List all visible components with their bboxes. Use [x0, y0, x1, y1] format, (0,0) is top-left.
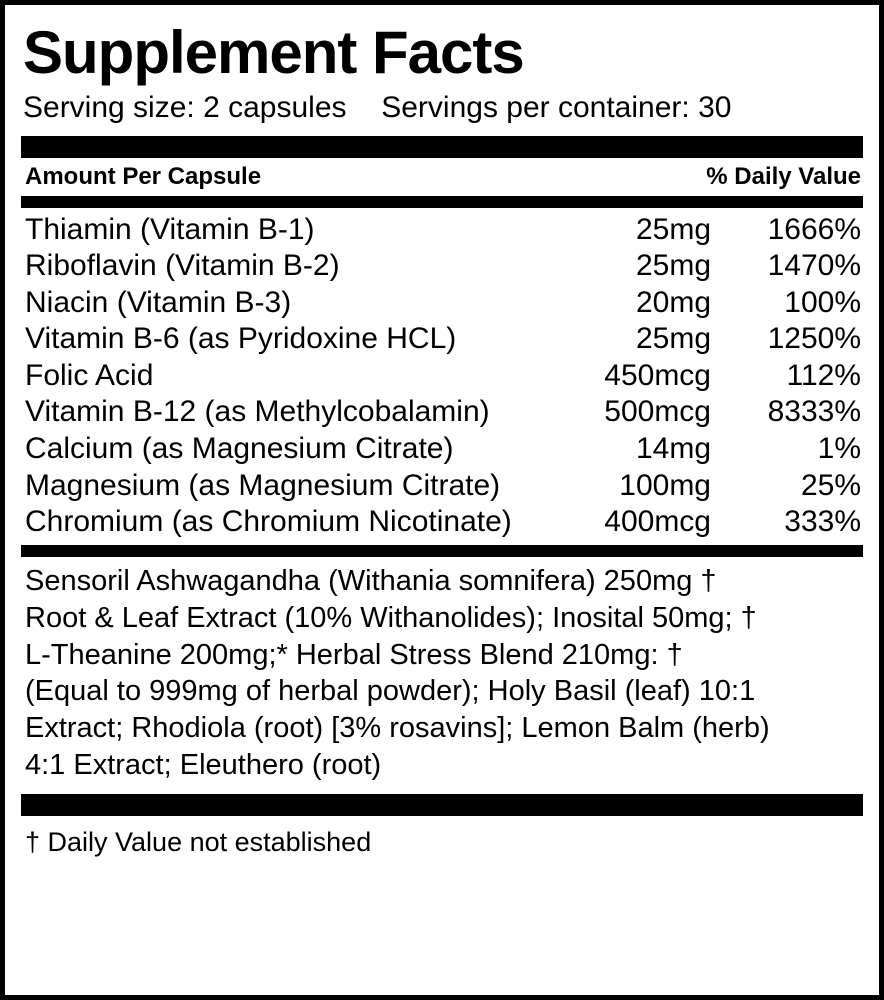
- nutrient-name: Riboflavin (Vitamin B-2): [25, 249, 340, 283]
- footnote-daily-value: † Daily Value not established: [25, 826, 372, 857]
- blend-line: L-Theanine 200mg;* Herbal Stress Blend 210mg: †: [25, 638, 683, 671]
- serving-size-value: 2 capsules: [203, 91, 347, 124]
- nutrient-amount: 20mg: [635, 285, 711, 319]
- table-row: [21, 321, 863, 358]
- table-row: [21, 248, 863, 285]
- nutrient-name: Folic Acid: [25, 358, 154, 392]
- serving-info: [23, 91, 863, 126]
- nutrient-daily-value: 112%: [786, 358, 861, 392]
- nutrient-amount: 450mcg: [604, 358, 711, 392]
- blend-line: Extract; Rhodiola (root) [3% rosavins]; Lemon Balm (herb): [25, 712, 770, 745]
- daily-value-header: % Daily Value: [706, 162, 861, 190]
- nutrient-daily-value: 25%: [800, 468, 861, 502]
- nutrient-daily-value: 1470%: [767, 249, 861, 283]
- nutrient-amount: 25mg: [635, 249, 711, 283]
- amount-per-capsule-header: Amount Per Capsule: [25, 162, 262, 190]
- nutrient-name: Thiamin (Vitamin B-1): [25, 212, 315, 246]
- nutrient-daily-value: 1666%: [767, 212, 861, 246]
- servings-per-container-label: Servings per container:: [381, 91, 690, 124]
- nutrient-list: [21, 208, 863, 545]
- proprietary-blend-text: [21, 557, 863, 792]
- nutrient-name: Magnesium (as Magnesium Citrate): [25, 468, 501, 502]
- nutrient-amount: 100mg: [619, 468, 711, 502]
- table-row: [21, 358, 863, 395]
- divider-medium-blend: [21, 545, 863, 557]
- nutrient-name: Vitamin B-12 (as Methylcobalamin): [25, 395, 490, 429]
- nutrient-amount: 25mg: [635, 212, 711, 246]
- nutrient-amount: 25mg: [635, 322, 711, 356]
- table-row: [21, 504, 863, 541]
- table-row: [21, 394, 863, 431]
- column-headers: [21, 158, 863, 196]
- servings-per-container-value: 30: [698, 91, 732, 124]
- nutrient-daily-value: 1%: [817, 432, 861, 466]
- bottom-spacer: [21, 858, 863, 985]
- table-row: [21, 468, 863, 505]
- divider-thick-top: [21, 136, 863, 158]
- divider-thick-footnote: [21, 794, 863, 816]
- serving-size-label: Serving size:: [23, 91, 195, 124]
- blend-line: 4:1 Extract; Eleuthero (root): [25, 748, 382, 781]
- nutrient-daily-value: 1250%: [767, 322, 861, 356]
- blend-line: (Equal to 999mg of herbal powder); Holy Basil (leaf) 10:1: [25, 675, 756, 708]
- table-row: [21, 431, 863, 468]
- page-title: Supplement Facts: [23, 19, 524, 86]
- nutrient-amount: 500mcg: [604, 395, 711, 429]
- nutrient-name: Calcium (as Magnesium Citrate): [25, 432, 454, 466]
- table-row: [21, 285, 863, 322]
- nutrient-amount: 14mg: [635, 432, 711, 466]
- nutrient-daily-value: 100%: [784, 285, 861, 319]
- nutrient-name: Vitamin B-6 (as Pyridoxine HCL): [25, 322, 457, 356]
- table-row: [21, 212, 863, 249]
- blend-line: Sensoril Ashwagandha (Withania somnifera) 250mg †: [25, 564, 717, 597]
- nutrient-daily-value: 333%: [784, 505, 861, 539]
- nutrient-name: Niacin (Vitamin B-3): [25, 285, 292, 319]
- nutrient-daily-value: 8333%: [767, 395, 861, 429]
- nutrient-amount: 400mcg: [604, 505, 711, 539]
- blend-line: Root & Leaf Extract (10% Withanolides); Inosital 50mg; †: [25, 601, 757, 634]
- divider-medium-headers: [21, 196, 863, 208]
- nutrient-name: Chromium (as Chromium Nicotinate): [25, 505, 512, 539]
